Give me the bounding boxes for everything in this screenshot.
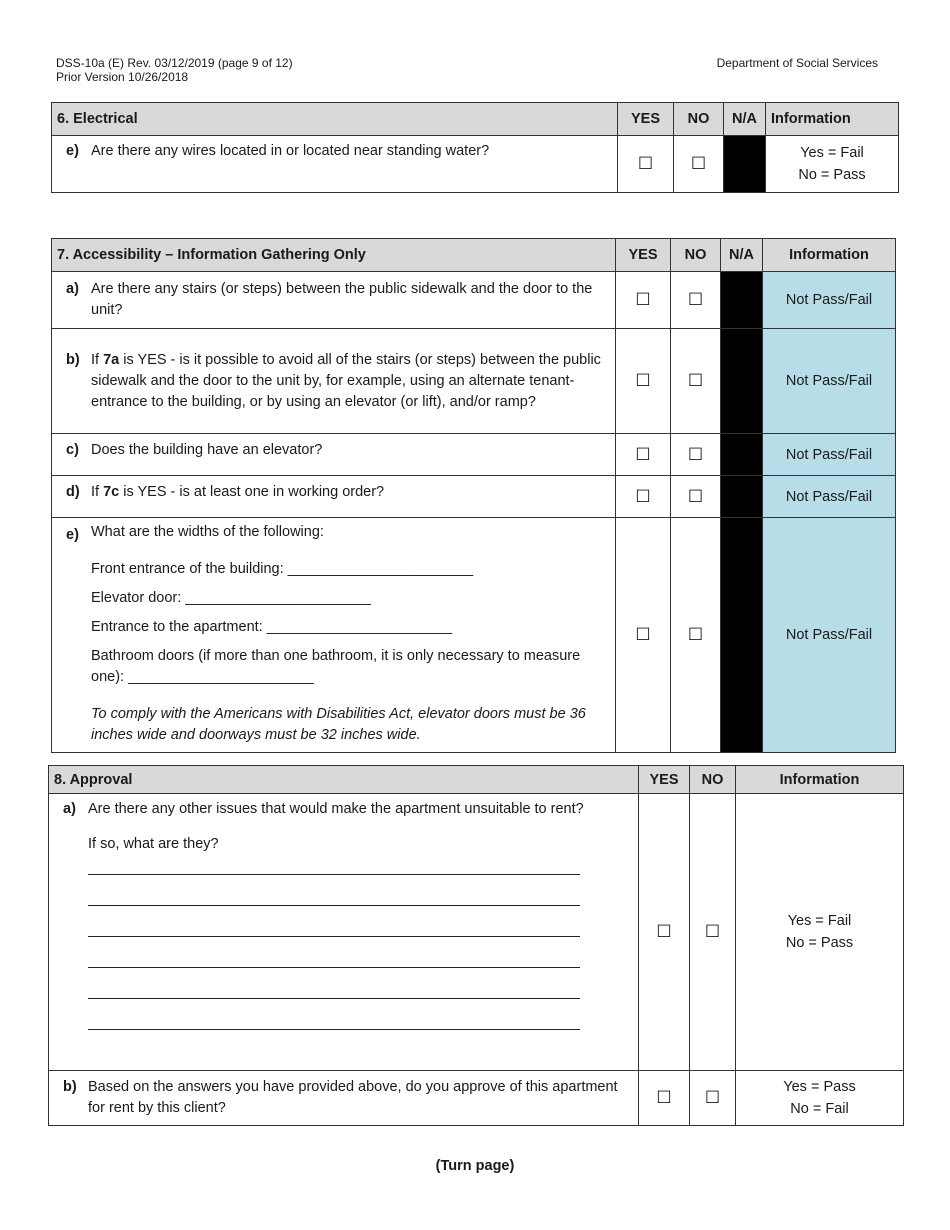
table-row: a) Are there any other issues that would make the apartment unsuitable to rent? If so, what are they? ☐ ☐ Yes = Fail No = Pass	[49, 794, 904, 1071]
col-na: N/A	[721, 239, 763, 272]
checkbox-no-7c[interactable]: ☐	[671, 434, 721, 476]
checkbox-yes-7d[interactable]: ☐	[616, 476, 671, 518]
question-7d: If 7c is YES - is at least one in working order?	[91, 484, 385, 500]
na-blocked-cell	[721, 272, 763, 329]
answer-line[interactable]	[88, 875, 580, 906]
prior-version: Prior Version 10/26/2018	[56, 70, 189, 84]
answer-line[interactable]	[88, 855, 580, 875]
na-blocked-cell	[721, 476, 763, 518]
question-6e: Are there any wires located in or located near standing water?	[91, 143, 490, 159]
width-front-entrance[interactable]: Front entrance of the building: _______________________	[91, 561, 474, 577]
section-6-table	[51, 102, 899, 193]
answer-line[interactable]	[88, 906, 580, 937]
info-7c: Not Pass/Fail	[763, 434, 896, 476]
checkbox-yes-8b[interactable]: ☐	[639, 1071, 690, 1126]
checkbox-yes-7a[interactable]: ☐	[616, 272, 671, 329]
question-8a: Are there any other issues that would make the apartment unsuitable to rent? If so, what are they?	[88, 799, 630, 1030]
checkbox-no-7a[interactable]: ☐	[671, 272, 721, 329]
checkbox-no-8a[interactable]: ☐	[690, 794, 736, 1071]
checkbox-yes-7c[interactable]: ☐	[616, 434, 671, 476]
table-row: a) Are there any stairs (or steps) between the public sidewalk and the door to the unit? ☐ ☐ Not Pass/Fail	[52, 272, 896, 329]
form-id: DSS-10a (E) Rev. 03/12/2019 (page 9 of 12)	[56, 56, 293, 70]
answer-line[interactable]	[88, 937, 580, 968]
col-yes: YES	[618, 103, 674, 136]
section-8-table	[48, 765, 904, 1126]
table-row: e) What are the widths of the following: Front entrance of the building: _______________________ Elevator door: _______________________ Entrance to the apartment: _______________________ Bathroom doors (if more than one bathroom, it is only necessary to measure one): _______________________ To comply with the Americans with Disabilities Act, elevator doors must be 36 inches wide and doorways must be 32 inches wide. ☐ ☐ Not Pass/Fail	[52, 518, 896, 753]
department-name: Department of Social Services	[716, 56, 878, 70]
checkbox-yes-7b[interactable]: ☐	[616, 329, 671, 434]
checkbox-no-7b[interactable]: ☐	[671, 329, 721, 434]
table-row: e) Are there any wires located in or located near standing water? ☐ ☐ Yes = Fail No = Pass	[52, 136, 899, 193]
table-row: b) Based on the answers you have provided above, do you approve of this apartment for rent by this client? ☐ ☐ Yes = Pass No = Fail	[49, 1071, 904, 1126]
info-7e: Not Pass/Fail	[763, 518, 896, 753]
form-header-left	[56, 56, 293, 84]
turn-page-note: (Turn page)	[435, 1158, 515, 1174]
question-8b: Based on the answers you have provided above, do you approve of this apartment for rent by this client?	[88, 1079, 618, 1116]
question-7a: Are there any stairs (or steps) between the public sidewalk and the door to the unit?	[91, 281, 593, 318]
checkbox-no-8b[interactable]: ☐	[690, 1071, 736, 1126]
question-7e: What are the widths of the following: Front entrance of the building: _______________________ Elevator door: _______________________ Entrance to the apartment: _______________________ Bathroom doors (if more than one bathroom, it is only necessary to measure one): _______________________ To comply with the Americans with Disabilities Act, elevator doors must be 36 inches wide and doorways must be 32 inches wide.	[91, 522, 607, 746]
width-apartment-entrance[interactable]: Entrance to the apartment: _______________________	[91, 619, 453, 635]
col-no: NO	[690, 766, 736, 794]
section-7-table	[51, 238, 896, 753]
checkbox-no-7d[interactable]: ☐	[671, 476, 721, 518]
table-row: b) If 7a is YES - is it possible to avoid all of the stairs (or steps) between the public sidewalk and the door to the unit by, for example, using an alternate tenant-entrance to the building, or by using an elevator (or lift), and/or ramp? ☐ ☐ Not Pass/Fail	[52, 329, 896, 434]
col-info: Information	[736, 766, 904, 794]
table-row: c) Does the building have an elevator? ☐ ☐ Not Pass/Fail	[52, 434, 896, 476]
info-8a: Yes = Fail No = Pass	[736, 794, 904, 1071]
info-7d: Not Pass/Fail	[763, 476, 896, 518]
checkbox-no-6e[interactable]: ☐	[674, 136, 724, 193]
na-blocked-cell	[721, 329, 763, 434]
na-blocked-cell	[724, 136, 766, 193]
answer-line[interactable]	[88, 999, 580, 1030]
question-7b: If 7a is YES - is it possible to avoid all of the stairs (or steps) between the public sidewalk and the door to the unit by, for example, using an alternate tenant-entrance to the building, or by using an elevator (or lift), and/or ramp?	[91, 351, 601, 410]
col-info: Information	[766, 103, 899, 136]
na-blocked-cell	[721, 518, 763, 753]
ada-note: To comply with the Americans with Disabilities Act, elevator doors must be 36 inches wide and doorways must be 32 inches wide.	[91, 706, 586, 743]
checkbox-no-7e[interactable]: ☐	[671, 518, 721, 753]
section-8-title: 8. Approval	[49, 766, 639, 794]
width-elevator-door[interactable]: Elevator door: _______________________	[91, 590, 371, 606]
checkbox-yes-7e[interactable]: ☐	[616, 518, 671, 753]
col-no: NO	[671, 239, 721, 272]
col-info: Information	[763, 239, 896, 272]
answer-line[interactable]	[88, 968, 580, 999]
question-7c: Does the building have an elevator?	[91, 442, 323, 458]
na-blocked-cell	[721, 434, 763, 476]
info-7a: Not Pass/Fail	[763, 272, 896, 329]
info-6e: Yes = Fail No = Pass	[766, 136, 899, 193]
col-no: NO	[674, 103, 724, 136]
checkbox-yes-6e[interactable]: ☐	[618, 136, 674, 193]
col-yes: YES	[639, 766, 690, 794]
info-7b: Not Pass/Fail	[763, 329, 896, 434]
checkbox-yes-8a[interactable]: ☐	[639, 794, 690, 1071]
width-bathroom-doors[interactable]: Bathroom doors (if more than one bathroom, it is only necessary to measure one): _______________________	[91, 648, 581, 685]
table-row: d) If 7c is YES - is at least one in working order? ☐ ☐ Not Pass/Fail	[52, 476, 896, 518]
col-na: N/A	[724, 103, 766, 136]
col-yes: YES	[616, 239, 671, 272]
info-8b: Yes = Pass No = Fail	[736, 1071, 904, 1126]
section-6-title: 6. Electrical	[52, 103, 618, 136]
section-7-title: 7. Accessibility – Information Gathering Only	[52, 239, 616, 272]
